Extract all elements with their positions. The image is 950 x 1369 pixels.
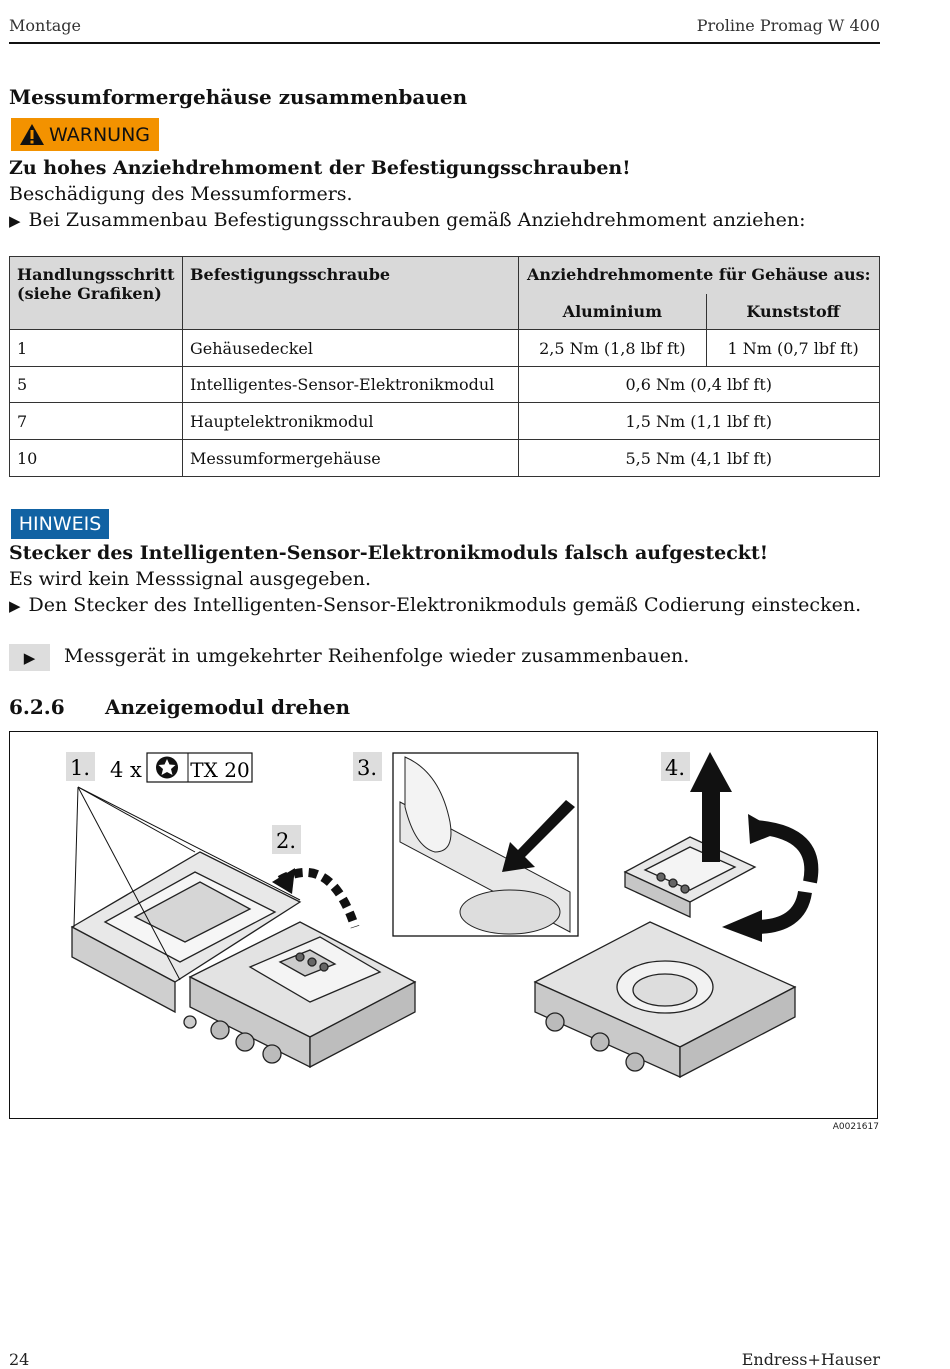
figure-step3: 3. bbox=[356, 756, 378, 780]
cell-screw: Hauptelektronikmodul bbox=[182, 403, 518, 440]
play-icon: ▶ bbox=[23, 648, 36, 667]
figure-tool: TX 20 bbox=[190, 758, 250, 782]
notice-badge: HINWEIS bbox=[11, 509, 109, 539]
cell-plastic: 1 Nm (0,7 lbf ft) bbox=[707, 330, 880, 367]
figure-id: A0021617 bbox=[832, 1122, 879, 1132]
col-step-header-line1: Handlungsschritt bbox=[17, 265, 175, 284]
table-row bbox=[10, 367, 880, 403]
step-marker bbox=[9, 644, 50, 671]
figure-step1: 1. bbox=[69, 756, 91, 780]
warning-action-text: Bei Zusammenbau Befestigungsschrauben gemäß Anziehdrehmoment anziehen: bbox=[28, 209, 806, 231]
warning-label: WARNUNG bbox=[49, 123, 151, 146]
subsection-number: 6.2.6 bbox=[9, 695, 65, 719]
cell-screw: Messumformergehäuse bbox=[182, 440, 518, 477]
cell-torque: 0,6 Nm (0,4 lbf ft) bbox=[518, 367, 879, 403]
warning-heading: Zu hohes Anziehdrehmoment der Befestigungsschrauben! bbox=[9, 157, 631, 179]
housing-left-drawing bbox=[72, 852, 415, 1067]
notice-heading: Stecker des Intelligenten-Sensor-Elektronikmoduls falsch aufgesteckt! bbox=[9, 542, 769, 564]
final-step-text: Messgerät in umgekehrter Reihenfolge wieder zusammenbauen. bbox=[64, 645, 690, 667]
cell-torque: 5,5 Nm (4,1 lbf ft) bbox=[518, 440, 879, 477]
figure-step2: 2. bbox=[275, 829, 297, 853]
notice-action-text: Den Stecker des Intelligenten-Sensor-Elektronikmoduls gemäß Codierung einstecken. bbox=[28, 594, 862, 616]
table-row bbox=[10, 330, 880, 367]
assembly-illustration bbox=[10, 732, 876, 1117]
figure-frame bbox=[9, 731, 878, 1119]
col-step-header-line2: (siehe Grafiken) bbox=[17, 284, 162, 303]
cell-screw: Intelligentes-Sensor-Elektronikmodul bbox=[182, 367, 518, 403]
col-plastic-header: Kunststoff bbox=[707, 294, 880, 330]
cell-step: 5 bbox=[10, 367, 183, 403]
col-aluminium-header: Aluminium bbox=[518, 294, 707, 330]
cell-step: 7 bbox=[10, 403, 183, 440]
detail-inset-drawing bbox=[393, 753, 578, 936]
notice-action bbox=[9, 594, 861, 616]
arrow-right-icon: ▶ bbox=[9, 597, 21, 615]
cell-torque: 1,5 Nm (1,1 lbf ft) bbox=[518, 403, 879, 440]
header-chapter: Montage bbox=[9, 16, 81, 35]
warning-badge bbox=[11, 118, 159, 151]
warning-text: Beschädigung des Messumformers. bbox=[9, 183, 353, 205]
warning-action bbox=[9, 209, 806, 231]
cell-step: 10 bbox=[10, 440, 183, 477]
torx-icon bbox=[156, 757, 178, 779]
header-product: Proline Promag W 400 bbox=[696, 16, 880, 35]
col-step-header bbox=[10, 257, 183, 330]
col-screw-header: Befestigungsschraube bbox=[182, 257, 518, 330]
subsection-title: Anzeigemodul drehen bbox=[105, 695, 351, 719]
cell-screw: Gehäusedeckel bbox=[182, 330, 518, 367]
notice-text: Es wird kein Messsignal ausgegeben. bbox=[9, 568, 372, 590]
figure-step4: 4. bbox=[664, 756, 686, 780]
table-row bbox=[10, 440, 880, 477]
footer-brand: Endress+Hauser bbox=[741, 1350, 880, 1369]
arrow-right-icon: ▶ bbox=[9, 212, 21, 230]
cell-step: 1 bbox=[10, 330, 183, 367]
header-rule bbox=[9, 42, 880, 44]
warning-triangle-icon bbox=[19, 123, 45, 146]
figure-quantity: 4 x bbox=[110, 758, 142, 782]
table-row bbox=[10, 403, 880, 440]
col-torque-header: Anziehdrehmomente für Gehäuse aus: bbox=[518, 257, 879, 294]
section-title: Messumformergehäuse zusammenbauen bbox=[9, 85, 468, 109]
torque-table bbox=[9, 256, 880, 477]
cell-aluminium: 2,5 Nm (1,8 lbf ft) bbox=[518, 330, 707, 367]
page-number: 24 bbox=[9, 1350, 30, 1369]
